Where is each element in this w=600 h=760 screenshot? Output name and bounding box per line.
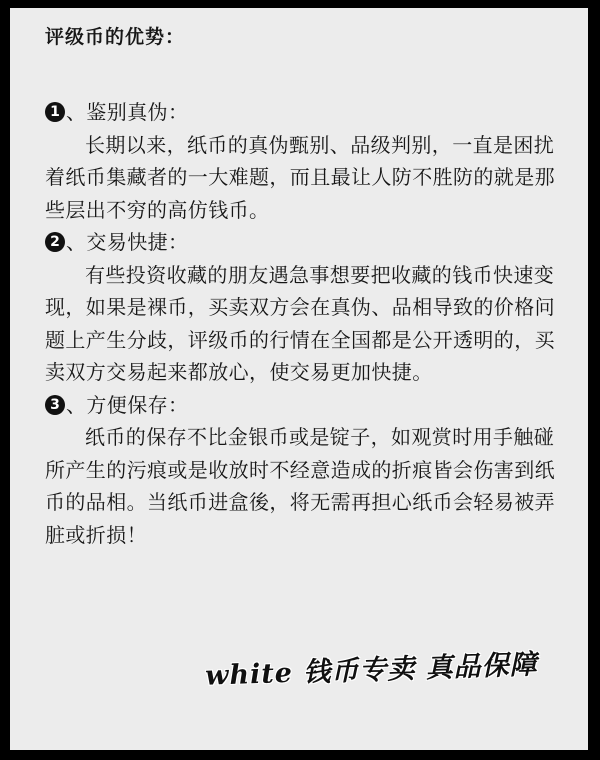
section-3 [45,389,560,552]
section-paragraph: 纸币的保存不比金银币或是锭子，如观赏时用手触碰所产生的污痕或是收放时不经意造成的折痕皆会伤害到纸币的品相。当纸币进盒後，将无需再担心纸币会轻易被弄脏或折损！ [45,425,555,547]
section-heading [45,389,560,422]
section-1 [45,96,560,226]
document-body [45,96,560,551]
circled-number-icon: 3 [45,395,65,415]
section-paragraph: 长期以来，纸币的真伪甄别、品级判别，一直是困扰着纸币集藏者的一大难题，而且最让人防不胜防的就是那些层出不穷的高仿钱币。 [45,132,555,222]
section-title: 、鉴别真伪： [66,100,189,124]
section-paragraph: 有些投资收藏的朋友遇急事想要把收藏的钱币快速变现，如果是裸币，买卖双方会在真伪、品相导致的价格问题上产生分歧，评级币的行情在全国都是公开透明的，买卖双方交易起来都放心，使交易更加快捷。 [45,262,555,384]
section-heading [45,96,560,129]
section-title: 、交易快捷： [66,230,189,254]
section-2 [45,226,560,389]
circled-number-icon: 2 [45,232,65,252]
watermark-text: white 钱币专卖 真品保障 [204,649,539,692]
document-page [10,8,588,750]
page-title: 评级币的优势： [45,26,186,48]
section-title: 、方便保存： [66,392,189,417]
circled-number-icon: 1 [45,102,65,122]
section-heading [45,226,560,259]
